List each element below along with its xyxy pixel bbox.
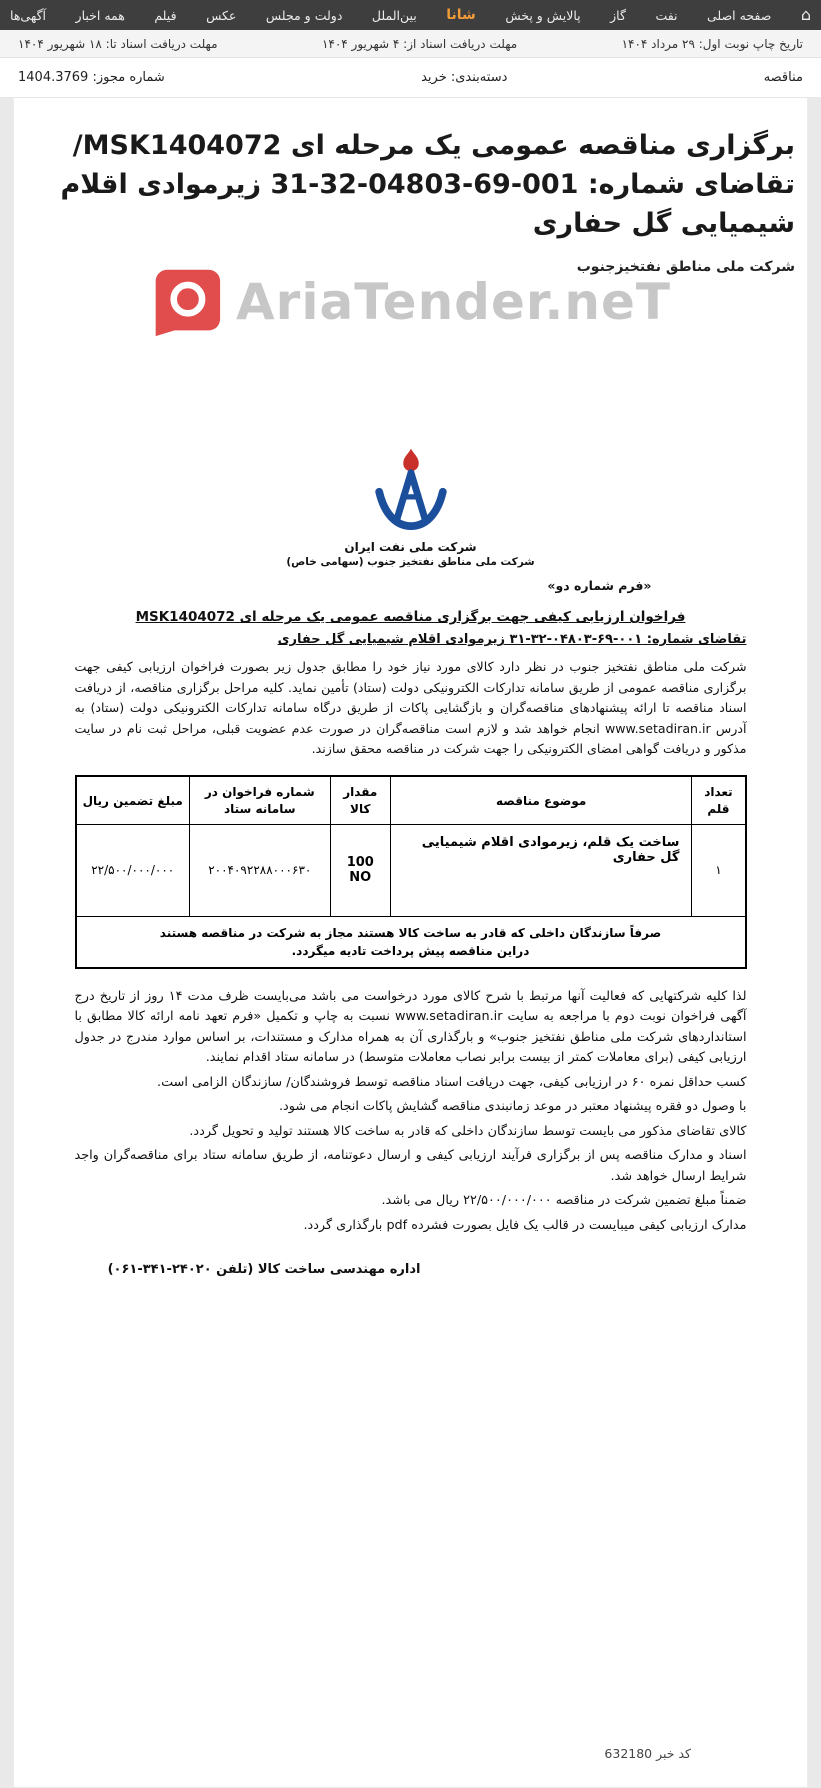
deadlines-bar [0,30,821,58]
cell-call-number: ۲۰۰۴۰۹۲۲۸۸۰۰۰۶۳۰ [189,824,330,916]
table-note-line1: صرفاً سازندگان داخلی که قادر به ساخت کالا هستند مجاز به شرکت در مناقصه هستند [159,925,662,940]
doc-intro-paragraph: شرکت ملی مناطق نفتخیز جنوب در نظر دارد کالای مورد نیاز خود را مطابق جدول زیر بصورت فراخوان ارزیابی کیفی جهت برگزاری مناقصه عمومی از طریق سامانه تدارکات الکترونیکی دولت (ستاد) تأمین نماید. کلیه مراحل برگزاری مناقصه، از دریافت اسناد مناقصه تا ارائه پیشنهادهای مناقصه‌گران و بازگشایی پاکات از طریق درگاه سامانه تدارکات الکترونیکی دولت (ستاد) به آدرس www.setadiran.ir انجام خواهد شد و لازم است مناقصه‌گران در صورت عدم عضویت قبلی، مراحل ثبت نام در سایت مذکور و دریافت گواهی امضای الکترونیکی را جهت شرکت در مناقصه محقق سازند. [74,659,747,756]
article-subtitle: شرکت ملی مناطق نفتخیزجنوب [576,259,795,276]
news-code: کد خبر 632180 [604,1746,691,1761]
cell-item-count: ۱ [692,824,746,916]
shana-logo[interactable]: شانا [446,7,476,23]
nioc-logo [372,447,450,533]
docs-deadline-to: مهلت دریافت اسناد تا: ۱۸ شهریور ۱۴۰۴ [18,36,218,51]
tender-table [75,775,747,969]
nav-item-gas[interactable]: گاز [610,7,626,23]
table-header-item-count: تعداد قلم [692,776,746,824]
doc-paragraph: لذا کلیه شرکتهایی که فعالیت آنها مرتبط با شرح کالای مورد درخواست می باشد می‌بایست ظرف مدت ۱۴ روز از تاریخ درج آگهی فراخوان نوبت دوم با مراجعه به سایت www.setadiran.ir نسبت به چاپ و تکمیل «فرم تعهد نامه ارائه کالا مطابق با استانداردهای شرکت ملی مناطق نفتخیز جنوب» و بارگذاری آن به همراه مدارک و مستندات، بر اساس موارد مندرج در جدول ارزیابی کیفی (برای معاملات کمتر از بیست برابر نصاب معاملات متوسط) در سامانه ستاد اقدام نمایند. [74,988,747,1066]
tender-type-label: مناقصه [763,70,803,85]
table-note-cell [76,916,746,968]
nav-item-ads[interactable]: آگهی‌ها [10,7,47,23]
tender-document [75,447,747,1277]
company-name-primary: شرکت ملی نفت ایران [344,540,477,555]
table-row [76,824,746,916]
cell-quantity: 100 NO [330,824,390,916]
doc-subheading: تقاضای شماره: ۰۰۱-۶۹-۰۴۸۰۳-۳۲-۳۱ زیرموادی اقلام شیمیایی گل حفاری [277,632,747,648]
watermark-text: AriaTender.neT [235,273,672,331]
watermark [14,266,807,338]
doc-heading: فراخوان ارزیابی کیفی جهت برگزاری مناقصه عمومی یک مرحله ای MSK1404072 [135,609,686,626]
table-note-row [76,916,746,968]
doc-paragraph: کسب حداقل نمره ۶۰ در ارزیابی کیفی، جهت دریافت اسناد مناقصه توسط فروشندگان/ سازندگان الزامی است. [157,1074,747,1090]
nioc-logo-wrap [75,447,747,537]
table-header-guarantee: مبلغ تضمین ریال [76,776,190,824]
category-bar [0,58,821,98]
docs-deadline-from: مهلت دریافت اسناد از: ۴ شهریور ۱۴۰۴ [321,36,518,51]
doc-paragraphs [75,987,747,1236]
nav-item-video[interactable]: فیلم [154,7,177,23]
table-note-line2: دراین مناقصه پیش پرداخت تادیه میگردد. [291,943,530,958]
doc-paragraph: با وصول دو فقره پیشنهاد معتبر در موعد زمانبندی مناقصه گشایش پاکات انجام می شود. [278,1099,747,1115]
doc-footer-department: اداره مهندسی ساخت کالا (تلفن ۲۴۰۲۰-۳۴۱-۰۶۱) [107,1262,421,1278]
doc-paragraph: ضمناً مبلغ تضمین شرکت در مناقصه ۲۲/۵۰۰/۰۰۰/۰۰۰ ریال می باشد. [381,1193,747,1209]
form-number-label: «فرم شماره دو» [547,578,652,594]
page-title: برگزاری مناقصه عمومی یک مرحله ای MSK1404072/ تقاضای شماره: 001-69-04803-32-31 زیرموادی اقلام شیمیایی گل حفاری [60,130,795,240]
nav-item-home-page[interactable]: صفحه اصلی [707,7,772,23]
print-date: تاریخ چاپ نوبت اول: ۲۹ مرداد ۱۴۰۴ [621,36,803,51]
top-navbar [0,0,821,30]
category-label: دسته‌بندی: خرید [421,70,508,85]
nav-item-photo[interactable]: عکس [206,7,237,23]
article-content [13,98,808,1787]
nav-item-international[interactable]: بین‌الملل [371,7,417,23]
cell-subject: ساخت یک قلم، زیرموادی اقلام شیمیایی گل حفاری [390,824,692,916]
nav-item-oil[interactable]: نفت [655,7,678,23]
doc-paragraph: مدارک ارزیابی کیفی میبایست در قالب یک فایل بصورت فشرده pdf بارگذاری گردد. [303,1217,747,1233]
company-name-secondary: شرکت ملی مناطق نفتخیز جنوب (سهامی خاص) [286,556,535,569]
doc-paragraph: کالای تقاضای مذکور می بایست توسط سازندگان داخلی که قادر به ساخت کالا هستند تولید و تحویل گردد. [189,1123,747,1139]
nav-item-all-news[interactable]: همه اخبار [75,7,125,23]
nav-item-government-parliament[interactable]: دولت و مجلس [265,7,343,23]
table-header-subject: موضوع مناقصه [390,776,692,824]
doc-paragraph: اسناد و مدارک مناقصه پس از برگزاری فرآیند ارزیابی کیفی و ارسال دعوتنامه، از طریق سامانه ستاد برای مناقصه‌گران واجد شرایط ارسال خواهد شد. [74,1148,747,1184]
home-icon[interactable]: ⌂ [800,5,811,24]
table-header-call-number: شماره فراخوان در سامانه ستاد [189,776,330,824]
cell-guarantee: ۲۲/۵۰۰/۰۰۰/۰۰۰ [76,824,190,916]
table-header-quantity: مقدار کالا [330,776,390,824]
ariatender-logo [150,266,222,338]
nav-item-refining-distribution[interactable]: پالایش و پخش [505,7,581,23]
license-number: شماره مجوز: 1404.3769 [18,70,165,85]
table-header-row [76,776,746,824]
